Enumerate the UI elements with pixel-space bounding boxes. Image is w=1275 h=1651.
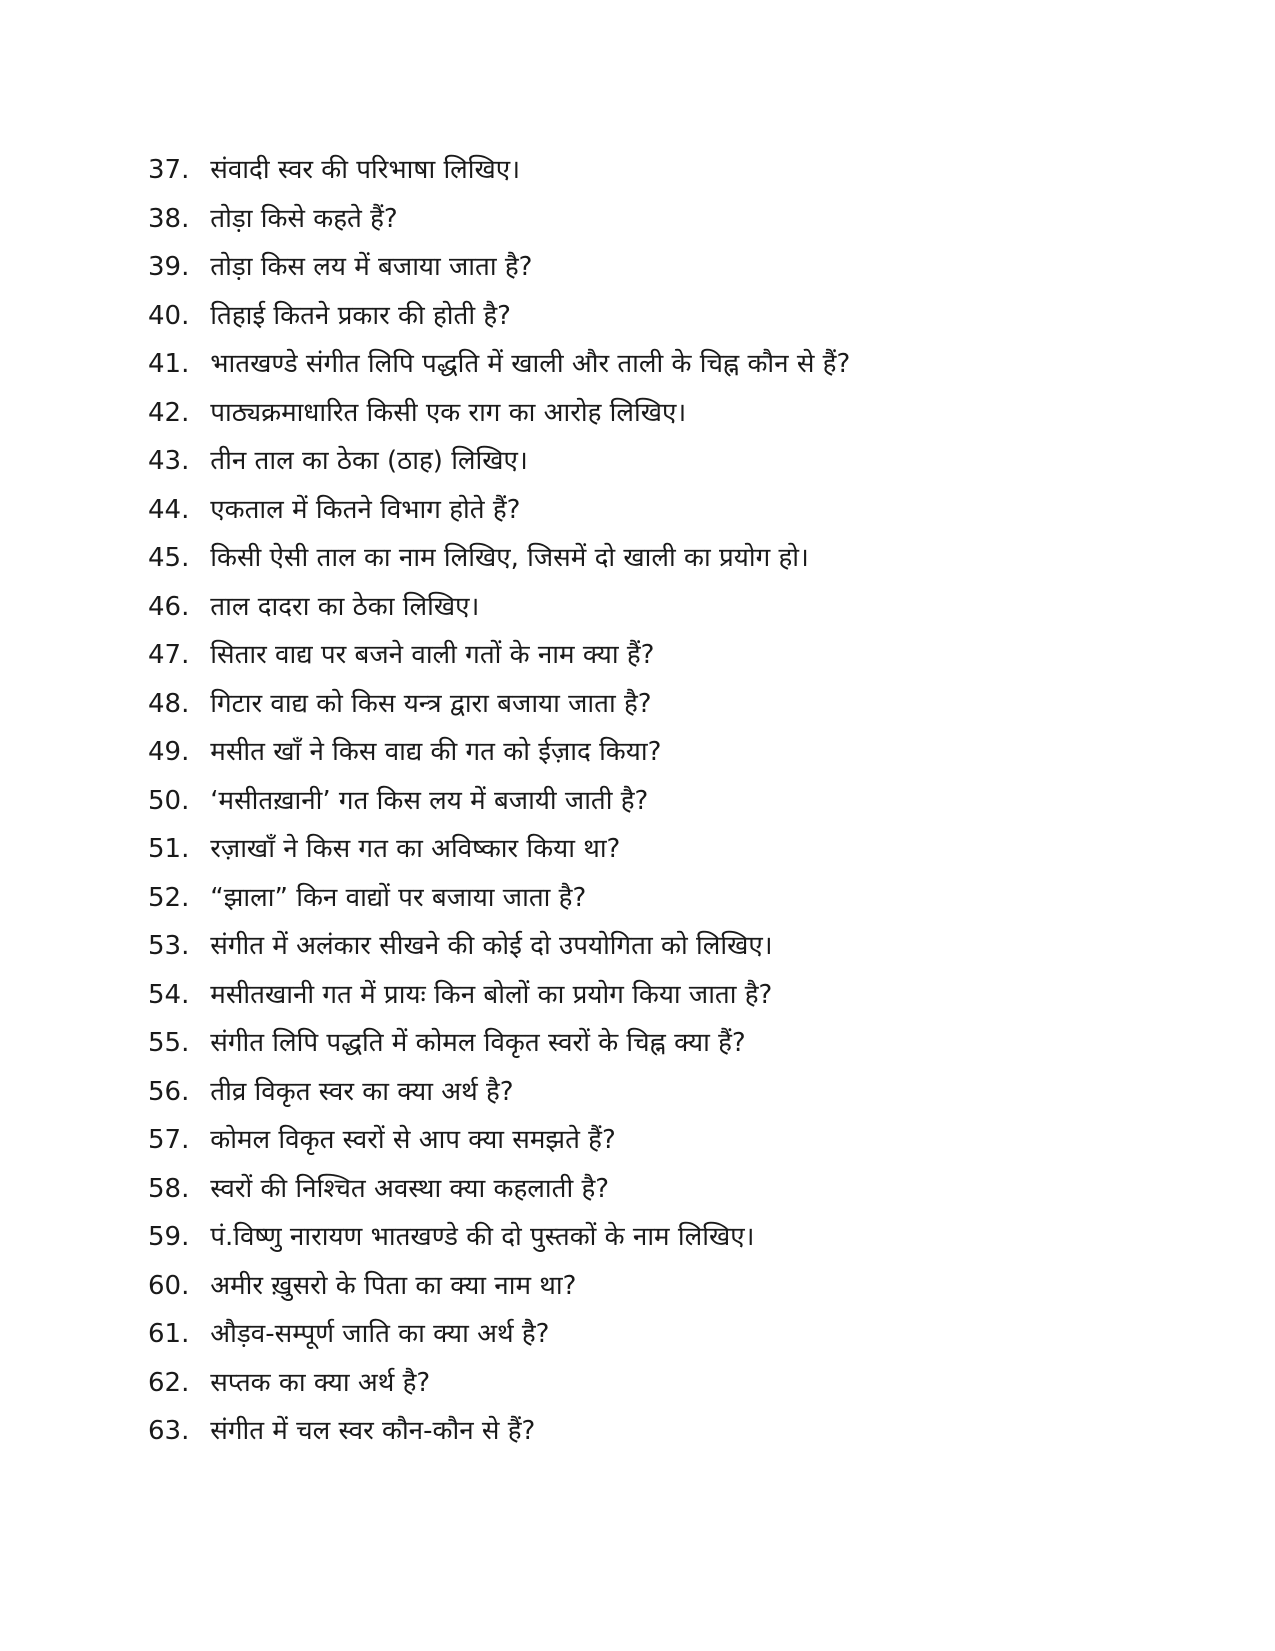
- question-item: [148, 486, 1208, 535]
- question-item: [148, 874, 1208, 923]
- question-text: ‘मसीतख़ानी’ गत किस लय में बजायी जाती है?: [210, 785, 649, 816]
- question-item: [148, 631, 1208, 680]
- question-item: [148, 777, 1208, 826]
- question-text: भातखण्डे संगीत लिपि पद्धति में खाली और ताली के चिह्न कौन से हैं?: [210, 349, 851, 379]
- question-number: 59.: [148, 1222, 190, 1252]
- question-number: 55.: [148, 1028, 190, 1058]
- question-text: पाठ्यक्रमाधारित किसी एक राग का आरोह लिखिए।: [210, 397, 687, 428]
- question-text: औड़व-सम्पूर्ण जाति का क्या अर्थ है?: [210, 1319, 550, 1349]
- question-text: तोड़ा किस लय में बजाया जाता है?: [210, 252, 533, 282]
- question-text: गिटार वाद्य को किस यन्त्र द्वारा बजाया जाता है?: [210, 688, 652, 719]
- question-number: 63.: [148, 1416, 190, 1446]
- question-item: [148, 195, 1208, 244]
- question-item: [148, 340, 1208, 389]
- question-text: संगीत में चल स्वर कौन-कौन से हैं?: [210, 1416, 536, 1446]
- question-number: 60.: [148, 1270, 190, 1301]
- question-number: 39.: [148, 252, 190, 282]
- question-text: तीन ताल का ठेका (ठाह) लिखिए।: [210, 446, 528, 476]
- question-number: 42.: [148, 397, 190, 428]
- question-text: मसीतखानी गत में प्रायः किन बोलों का प्रयोग किया जाता है?: [210, 979, 773, 1010]
- question-number: 49.: [148, 737, 190, 767]
- question-number: 43.: [148, 446, 190, 476]
- question-number: 48.: [148, 688, 190, 719]
- question-number: 56.: [148, 1076, 190, 1107]
- question-number: 62.: [148, 1367, 190, 1398]
- question-text: स्वरों की निश्चित अवस्था क्या कहलाती है?: [210, 1173, 610, 1204]
- question-item: [148, 1359, 1208, 1408]
- question-number: 57.: [148, 1125, 190, 1155]
- question-number: 45.: [148, 543, 190, 573]
- question-number: 61.: [148, 1319, 190, 1349]
- question-item: [148, 922, 1208, 971]
- question-text: “झाला” किन वाद्यों पर बजाया जाता है?: [210, 882, 587, 913]
- question-number: 47.: [148, 640, 190, 670]
- question-item: [148, 389, 1208, 438]
- question-text: कोमल विकृत स्वरों से आप क्या समझते हैं?: [210, 1125, 616, 1155]
- question-number: 51.: [148, 834, 190, 864]
- question-text: एकताल में कितने विभाग होते हैं?: [210, 494, 521, 525]
- question-item: [148, 1068, 1208, 1117]
- question-text: ताल दादरा का ठेका लिखिए।: [210, 591, 480, 622]
- question-item: [148, 825, 1208, 874]
- question-item: [148, 583, 1208, 632]
- question-text: पं.विष्णु नारायण भातखण्डे की दो पुस्तकों के नाम लिखिए।: [210, 1222, 755, 1252]
- question-text: संवादी स्वर की परिभाषा लिखिए।: [210, 155, 521, 185]
- question-item: [148, 534, 1208, 583]
- question-text: रज़ाखाँ ने किस गत का अविष्कार किया था?: [210, 834, 621, 864]
- question-item: [148, 1213, 1208, 1262]
- question-number: 41.: [148, 349, 190, 379]
- question-item: [148, 680, 1208, 729]
- question-number: 40.: [148, 300, 190, 331]
- question-number: 46.: [148, 591, 190, 622]
- question-item: [148, 292, 1208, 341]
- question-number: 38.: [148, 203, 190, 234]
- question-number: 37.: [148, 155, 190, 185]
- question-item: [148, 728, 1208, 777]
- question-number: 54.: [148, 979, 190, 1010]
- question-item: [148, 1116, 1208, 1165]
- question-item: [148, 1019, 1208, 1068]
- question-item: [148, 243, 1208, 292]
- question-number: 58.: [148, 1173, 190, 1204]
- question-item: [148, 437, 1208, 486]
- question-text: सितार वाद्य पर बजने वाली गतों के नाम क्या हैं?: [210, 640, 655, 670]
- question-text: संगीत में अलंकार सीखने की कोई दो उपयोगिता को लिखिए।: [210, 931, 773, 961]
- question-number: 44.: [148, 494, 190, 525]
- question-item: [148, 1407, 1208, 1456]
- question-text: तिहाई कितने प्रकार की होती है?: [210, 300, 511, 331]
- question-item: [148, 1262, 1208, 1311]
- question-item: [148, 1165, 1208, 1214]
- question-item: [148, 1310, 1208, 1359]
- question-text: मसीत खाँ ने किस वाद्य की गत को ईज़ाद किया?: [210, 737, 662, 767]
- question-text: संगीत लिपि पद्धति में कोमल विकृत स्वरों के चिह्न क्या हैं?: [210, 1028, 746, 1058]
- question-text: सप्तक का क्या अर्थ है?: [210, 1367, 431, 1398]
- question-text: तोड़ा किसे कहते हैं?: [210, 203, 398, 234]
- question-text: किसी ऐसी ताल का नाम लिखिए, जिसमें दो खाली का प्रयोग हो।: [210, 543, 809, 573]
- question-text: तीव्र विकृत स्वर का क्या अर्थ है?: [210, 1076, 514, 1107]
- question-item: [148, 146, 1208, 195]
- question-text: अमीर ख़ुसरो के पिता का क्या नाम था?: [210, 1270, 577, 1301]
- question-list: [148, 146, 1208, 1456]
- question-number: 50.: [148, 785, 190, 816]
- question-item: [148, 971, 1208, 1020]
- question-number: 53.: [148, 931, 190, 961]
- question-number: 52.: [148, 882, 190, 913]
